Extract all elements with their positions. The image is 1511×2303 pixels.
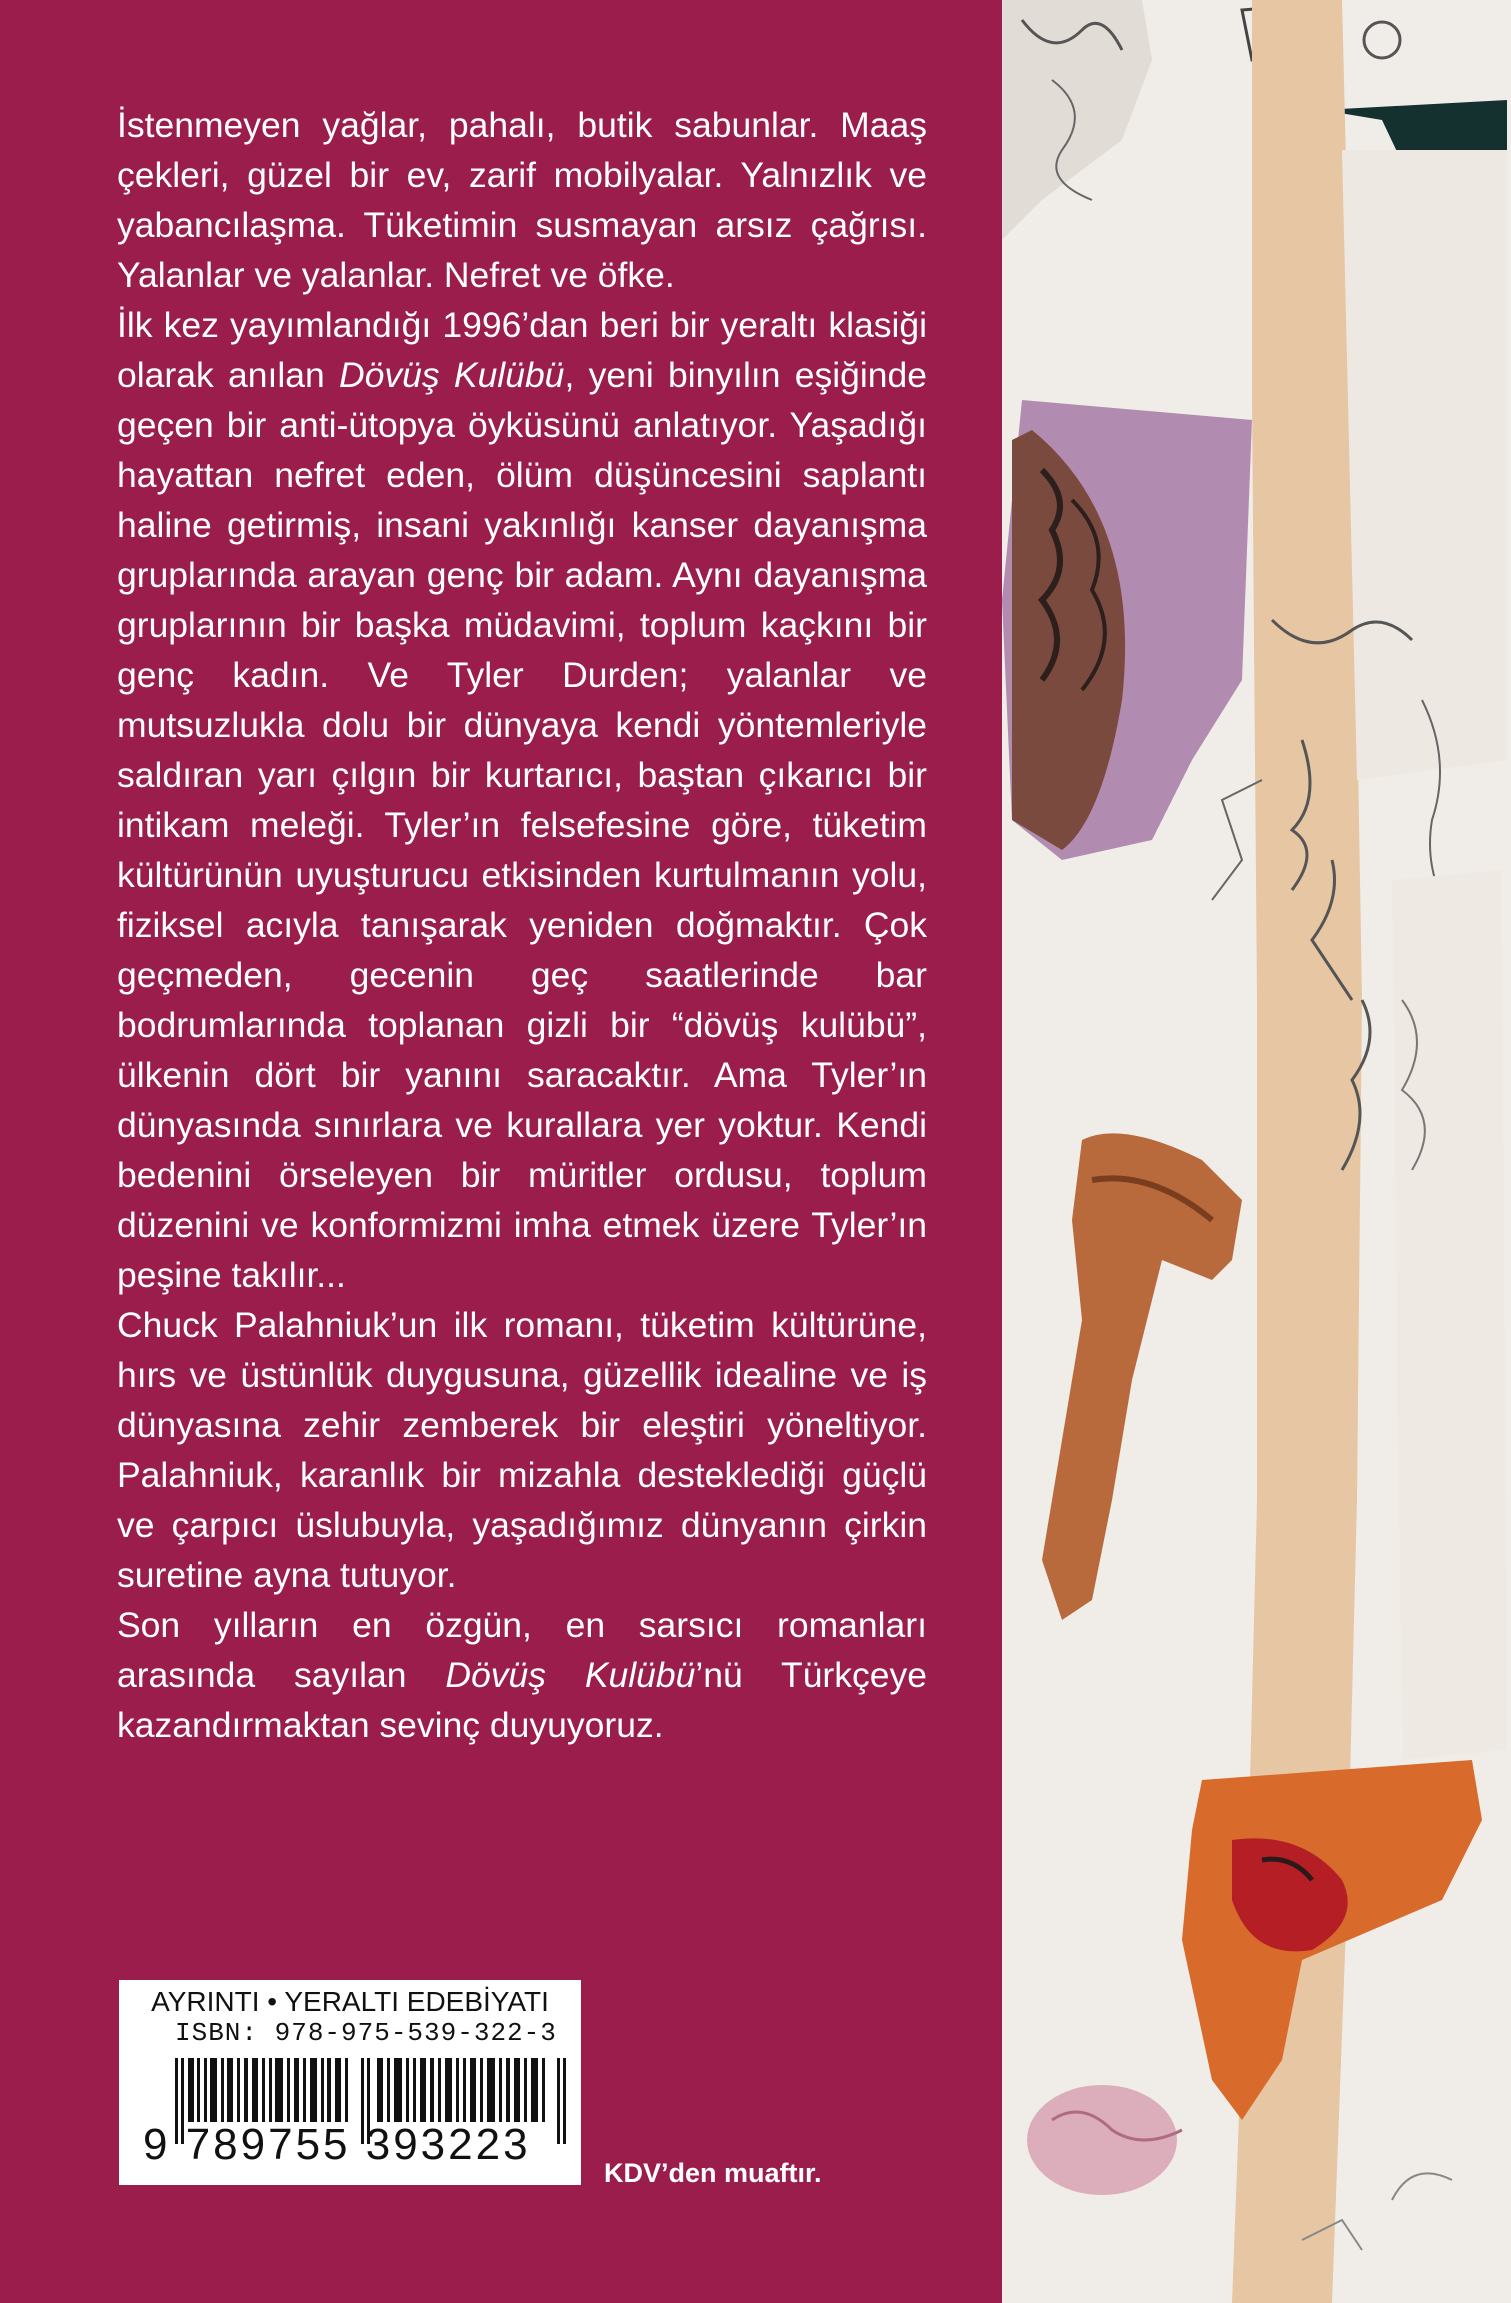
blurb-p4-after: ’nü Türkçeye kazandırmaktan sevinç duyuyoruz. <box>117 1655 927 1745</box>
blurb-paragraph-2 <box>117 300 927 1300</box>
kdv-exempt-note: KDV’den muaftır. <box>604 2158 822 2188</box>
book-title-italic: Dövüş Kulübü <box>445 1655 696 1695</box>
cover-collage-artwork <box>1002 0 1511 2303</box>
isbn-number: ISBN: 978-975-539-322-3 <box>175 2018 557 2048</box>
back-cover-blurb <box>117 100 927 1750</box>
publisher-series-label: AYRINTI • YERALTI EDEBİYATI <box>151 1986 549 2017</box>
blurb-p2-before: İlk kez yayımlandığı 1996’dan beri bir yeraltı klasiği olarak anılan <box>117 305 927 395</box>
barcode-digits: 9 789755 393223 <box>143 2120 531 2169</box>
blurb-paragraph-3: Chuck Palahniuk’un ilk romanı, tüketim kültürüne, hırs ve üstünlük duygusuna, güzellik idealine ve iş dünyasına zehir zemberek bir eleştiri yöneltiyor. Palahniuk, karanlık bir mizahla desteklediği güçlü ve çarpıcı üslubuyla, yaşadığımız dünyanın çirkin suretine ayna tutuyor. <box>117 1305 927 1595</box>
blurb-paragraph-4 <box>117 1600 927 1750</box>
blurb-p2-after: , yeni binyılın eşiğinde geçen bir anti-ütopya öyküsünü anlatıyor. Yaşadığı hayattan nefret eden, ölüm düşüncesini saplantı haline getirmiş, insani yakınlığı kanser dayanışma gruplarında arayan genç bir adam. Aynı dayanışma gruplarının bir başka müdavimi, toplum kaçkını bir genç kadın. Ve Tyler Durden; yalanlar ve mutsuzlukla dolu bir dünyaya kendi yöntemleriyle saldıran yarı çılgın bir kurtarıcı, baştan çıkarıcı bir intikam meleği. Tyler’ın felsefesine göre, tüketim kültürünün uyuşturucu etkisinden kurtulmanın yolu, fiziksel acıyla tanışarak yeniden doğmaktır. Çok geçmeden, gecenin geç saatlerinde bar bodrumlarında toplanan gizli bir “dövüş kulübü”, ülkenin dört bir yanını saracaktır. Ama Tyler’ın dünyasında sınırlara ve kurallara yer yoktur. Kendi bedenini örseleyen bir müritler ordusu, toplum düzenini ve konformizmi imha etmek üzere Tyler’ın peşine takılır... <box>117 355 927 1295</box>
isbn-barcode-box <box>119 1980 581 2185</box>
blurb-paragraph-1: İstenmeyen yağlar, pahalı, butik sabunlar. Maaş çekleri, güzel bir ev, zarif mobilyalar. Yalnızlık ve yabancılaşma. Tüketimin susmayan arsız çağrısı. Yalanlar ve yalanlar. Nefret ve öfke. <box>117 105 927 295</box>
collage-illustration <box>1002 0 1511 2303</box>
blurb-p4-before: Son yılların en özgün, en sarsıcı romanları arasında sayılan <box>117 1605 927 1695</box>
book-title-italic: Dövüş Kulübü <box>338 355 565 395</box>
